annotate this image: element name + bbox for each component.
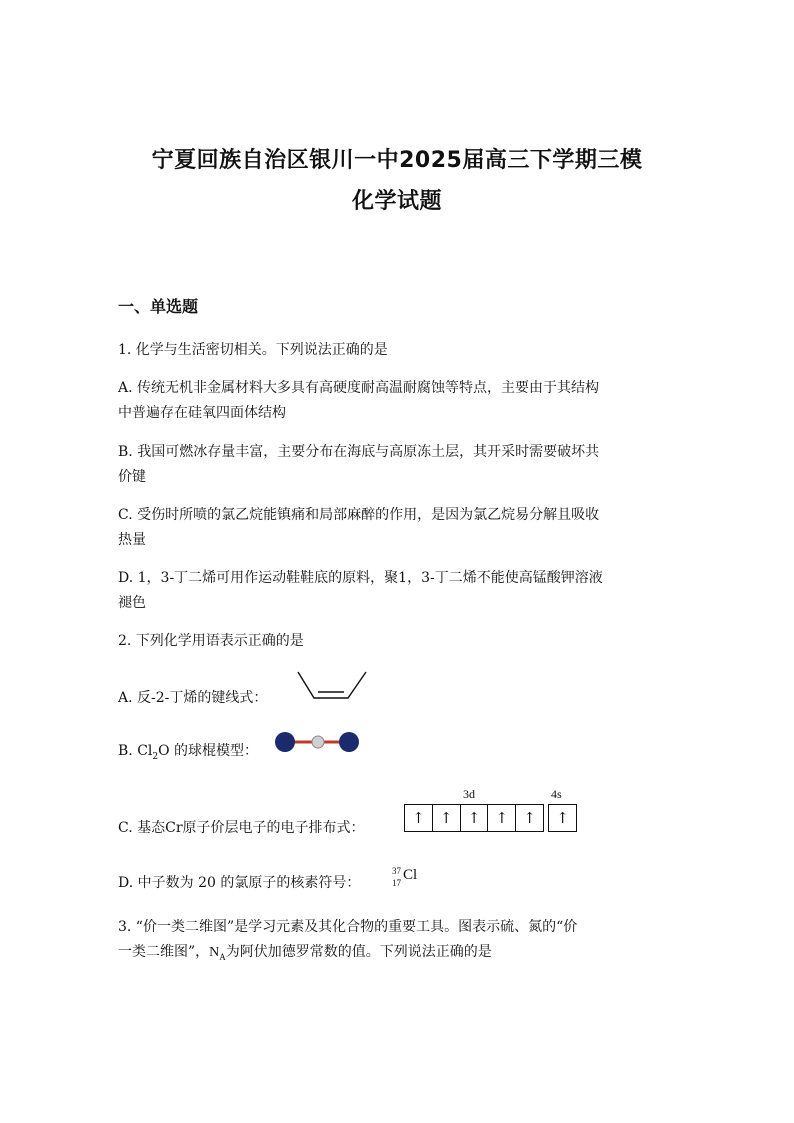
q1-option-c-line2: 热量 — [118, 532, 146, 548]
q2-option-b-sub: 2 — [152, 751, 159, 762]
orbital-box-3d-5: ↑ — [523, 809, 536, 827]
q3-na: N — [209, 945, 220, 960]
orbital-label-4s: 4s — [551, 787, 562, 801]
q1-option-b-line2: 价键 — [118, 469, 146, 485]
q3-na-sub: A — [219, 951, 226, 962]
cl2o-ball-stick-model — [273, 729, 363, 757]
q1-option-a-line1: A. 传统无机非金属材料大多具有高硬度耐高温耐腐蚀等特点，主要由于其结构 — [118, 380, 600, 396]
section-heading: 一、单选题 — [118, 297, 199, 316]
q1-option-d-line2: 褪色 — [118, 595, 146, 611]
q3-line2-pre: 一类二维图”， — [118, 944, 210, 960]
orbital-box-3d-2: ↑ — [433, 805, 461, 831]
nuclide-atomic-number: 17 — [392, 878, 401, 888]
q3-line2 — [118, 942, 492, 967]
doc-title-line1: 宁夏回族自治区银川一中2025届高三下学期三模 — [151, 148, 643, 173]
q2-option-c: C. 基态Cr原子价层电子的电子排布式： — [118, 820, 365, 836]
q2-stem: 2. 下列化学用语表示正确的是 — [118, 633, 304, 649]
doc-title-line2: 化学试题 — [351, 189, 442, 214]
orbital-box-4s: ↑ — [548, 804, 577, 832]
q3-line2-post: 为阿伏加德罗常数的值。下列说法正确的是 — [225, 944, 492, 960]
orbital-box-3d-4: ↑ — [488, 805, 516, 831]
q1-option-c-line1: C. 受伤时所喷的氯乙烷能镇痛和局部麻醉的作用，是因为氯乙烷易分解且吸收 — [118, 507, 600, 523]
orbital-3d-boxes — [404, 804, 544, 832]
cr-orbital-diagram — [404, 804, 576, 832]
q1-option-d-line1: D. 1，3-丁二烯可用作运动鞋鞋底的原料，聚1，3-丁二烯不能使高锰酸钾溶液 — [118, 570, 603, 586]
nuclide-element: Cl — [403, 867, 418, 883]
q2-option-a: A. 反-2-丁烯的键线式： — [118, 690, 268, 706]
cl-nuclide-symbol — [392, 866, 432, 890]
orbital-box-3d-1: ↑ — [405, 805, 433, 831]
orbital-box-3d-3: ↑ — [461, 805, 489, 831]
q2-option-b-post: O 的球棍模型： — [158, 743, 259, 759]
trans-2-butene-skeletal-figure — [296, 668, 370, 704]
nuclide-mass-number: 37 — [392, 866, 401, 876]
q1-stem: 1. 化学与生活密切相关。下列说法正确的是 — [118, 342, 388, 358]
q1-option-b-line1: B. 我国可燃冰存量丰富，主要分布在海底与高原冻土层，其开采时需要破坏共 — [118, 444, 600, 460]
q2-option-b — [118, 741, 258, 767]
q3-line1: 3. “价一类二维图”是学习元素及其化合物的重要工具。图表示硫、氮的“价 — [118, 919, 578, 935]
q2-option-d: D. 中子数为 20 的氯原子的核素符号： — [118, 875, 361, 891]
q2-option-b-pre: B. Cl — [118, 743, 153, 759]
q1-option-a-line2: 中普遍存在硅氧四面体结构 — [118, 405, 286, 421]
orbital-label-3d: 3d — [463, 787, 475, 801]
